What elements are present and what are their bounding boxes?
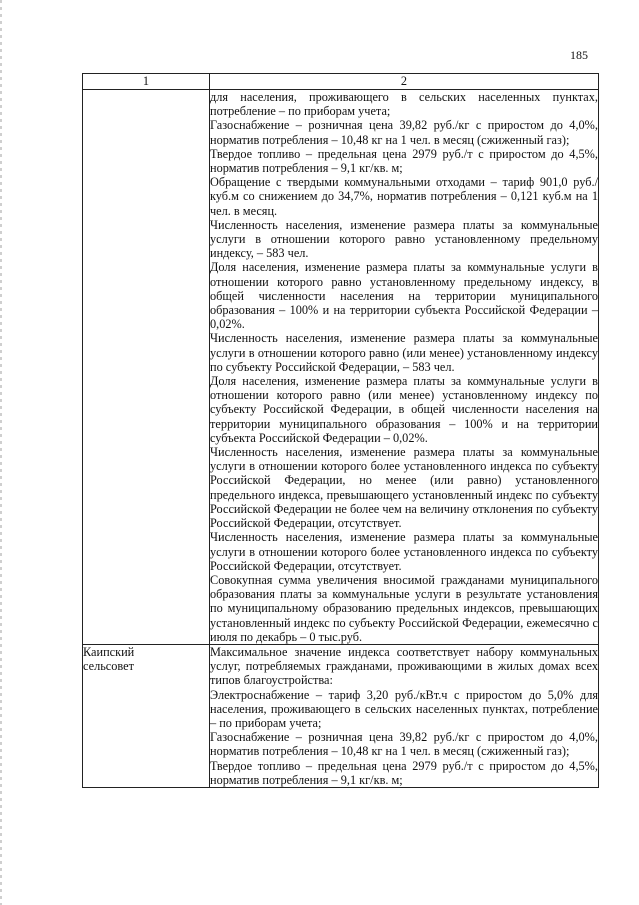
paragraph: Совокупная сумма увеличения вносимой гражданами муниципального образования платы за коммунальные услуги в результате установления по муниципальному образованию предельных индексов, превышающих установленный индекс по субъекту Российской Федерации, ежемесячно с июля по декабрь – 0 тыс.руб. bbox=[210, 572, 598, 644]
paragraph: Твердое топливо – предельная цена 2979 руб./т с приростом до 4,5%, норматив потребления – 9,1 кг/кв. м; bbox=[210, 758, 598, 787]
table-row bbox=[83, 90, 599, 645]
page-number: 185 bbox=[570, 48, 588, 62]
description-cell bbox=[210, 644, 599, 787]
paragraph: Обращение с твердыми коммунальными отходами – тариф 901,0 руб./куб.м со снижением до 34,7%, норматив потребления – 0,121 куб.м на 1 чел. в месяц. bbox=[210, 175, 598, 218]
document-table bbox=[82, 73, 599, 788]
paragraph: для населения, проживающего в сельских населенных пунктах, потребление – по приборам учета; bbox=[210, 90, 598, 119]
paragraph: Максимальное значение индекса соответствует набору коммунальных услуг, потребляемых гражданами, проживающими в жилых домах всех типов благоустройства: bbox=[210, 644, 598, 688]
paragraph: Доля населения, изменение размера платы за коммунальные услуги в отношении которого равно (или менее) установленному индексу по субъекту Российской Федерации, в общей численности населения на территории муниципального образования – 100% и на территории субъекта Российской Федерации – 0,02%. bbox=[210, 374, 598, 445]
column-header-1: 1 bbox=[83, 74, 210, 90]
paragraph: Численность населения, изменение размера платы за коммунальные услуги в отношении которого более установленного индекса по субъекту Российской Федерации, но менее (или равно) установленного предельного индекса, превышающего установленный индекс по субъекту Российской Федерации не более чем на величину отклонения по субъекту Российской Федерации, отсутствует. bbox=[210, 445, 598, 531]
paragraph: Твердое топливо – предельная цена 2979 руб./т с приростом до 4,5%, норматив потребления – 9,1 кг/кв. м; bbox=[210, 146, 598, 176]
column-header-2: 2 bbox=[210, 74, 599, 90]
paragraph: Электроснабжение – тариф 3,20 руб./кВт.ч с приростом до 5,0% для населения, проживающего в сельских населенных пунктах, потребление – по приборам учета; bbox=[210, 687, 598, 730]
paragraph: Численность населения, изменение размера платы за коммунальные услуги в отношении которого равно (или менее) установленному индексу по субъекту Российской Федерации, – 583 чел. bbox=[210, 331, 598, 374]
paragraph: Газоснабжение – розничная цена 39,82 руб./кг с приростом до 4,0%, норматив потребления – 10,48 кг на 1 чел. в месяц (сжиженный газ); bbox=[210, 118, 598, 147]
table-header-row bbox=[83, 74, 599, 90]
paragraph: Численность населения, изменение размера платы за коммунальные услуги в отношении которого равно установленному предельному индексу, – 583 чел. bbox=[210, 217, 598, 261]
district-cell bbox=[83, 644, 210, 787]
district-name-line: Каипский bbox=[83, 644, 135, 659]
scan-edge bbox=[0, 0, 2, 905]
description-cell bbox=[210, 90, 599, 645]
paragraph: Численность населения, изменение размера платы за коммунальные услуги в отношении которого более установленного индекса по субъекту Российской Федерации, отсутствует. bbox=[210, 530, 598, 573]
table-row bbox=[83, 644, 599, 787]
district-cell bbox=[83, 90, 210, 645]
district-name-line: сельсовет bbox=[83, 659, 134, 674]
paragraph: Газоснабжение – розничная цена 39,82 руб./кг с приростом до 4,0%, норматив потребления – 10,48 кг на 1 чел. в месяц (сжиженный газ); bbox=[210, 730, 598, 759]
paragraph: Доля населения, изменение размера платы за коммунальные услуги в отношении которого равно установленному предельному индексу, в общей численности населения на территории муниципального образования – 100% и на территории субъекта Российской Федерации – 0,02%. bbox=[210, 260, 598, 332]
